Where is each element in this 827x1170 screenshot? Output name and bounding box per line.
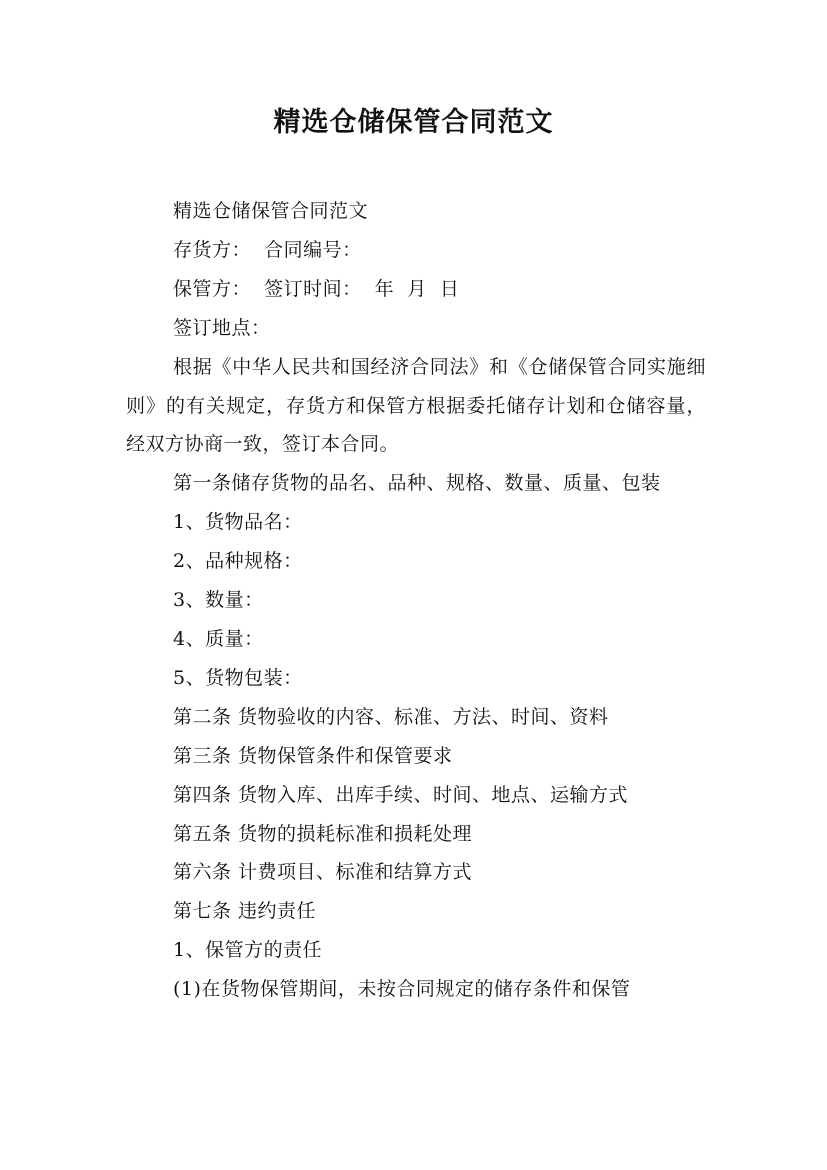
paragraph-item-5: 5、货物包装： [173,666,303,689]
paragraph-custodian: 保管方： 签订时间： 年 月 日 [173,277,460,300]
paragraph-article-5: 第五条 货物的损耗标准和损耗处理 [173,822,473,845]
document-title: 精选仓储保管合同范文 [273,107,554,138]
paragraph-preamble: 根据《中华人民共和国经济合同法》和《仓储保管合同实施细则》的有关规定，存货方和保管方根据委托储存计划和仓储容量，经双方协商一致，签订本合同。 [126,355,706,456]
paragraph-article-1: 第一条储存货物的品名、品种、规格、数量、质量、包装 [173,472,661,495]
paragraph-item-3: 3、数量： [173,589,264,612]
paragraph-doc-heading: 精选仓储保管合同范文 [173,200,369,222]
paragraph-article-6: 第六条 计费项目、标准和结算方式 [173,861,473,884]
paragraph-article-4: 第四条 货物入库、出库手续、时间、地点、运输方式 [173,783,629,806]
paragraph-liability-1: (1)在货物保管期间，未按合同规定的储存条件和保管 [173,978,631,1001]
paragraph-article-3: 第三条 货物保管条件和保管要求 [173,744,453,767]
paragraph-article-2: 第二条 货物验收的内容、标准、方法、时间、资料 [173,705,609,728]
paragraph-article-7: 第七条 违约责任 [173,900,317,923]
document-body [126,192,706,1009]
paragraph-item-1: 1、货物品名： [173,511,303,534]
paragraph-signing-place: 签订地点： [173,316,271,339]
paragraph-depositor: 存货方： 合同编号： [173,238,362,261]
paragraph-custodian-liability: 1、保管方的责任 [173,939,323,962]
paragraph-item-2: 2、品种规格： [173,550,303,573]
paragraph-item-4: 4、质量： [173,627,264,650]
